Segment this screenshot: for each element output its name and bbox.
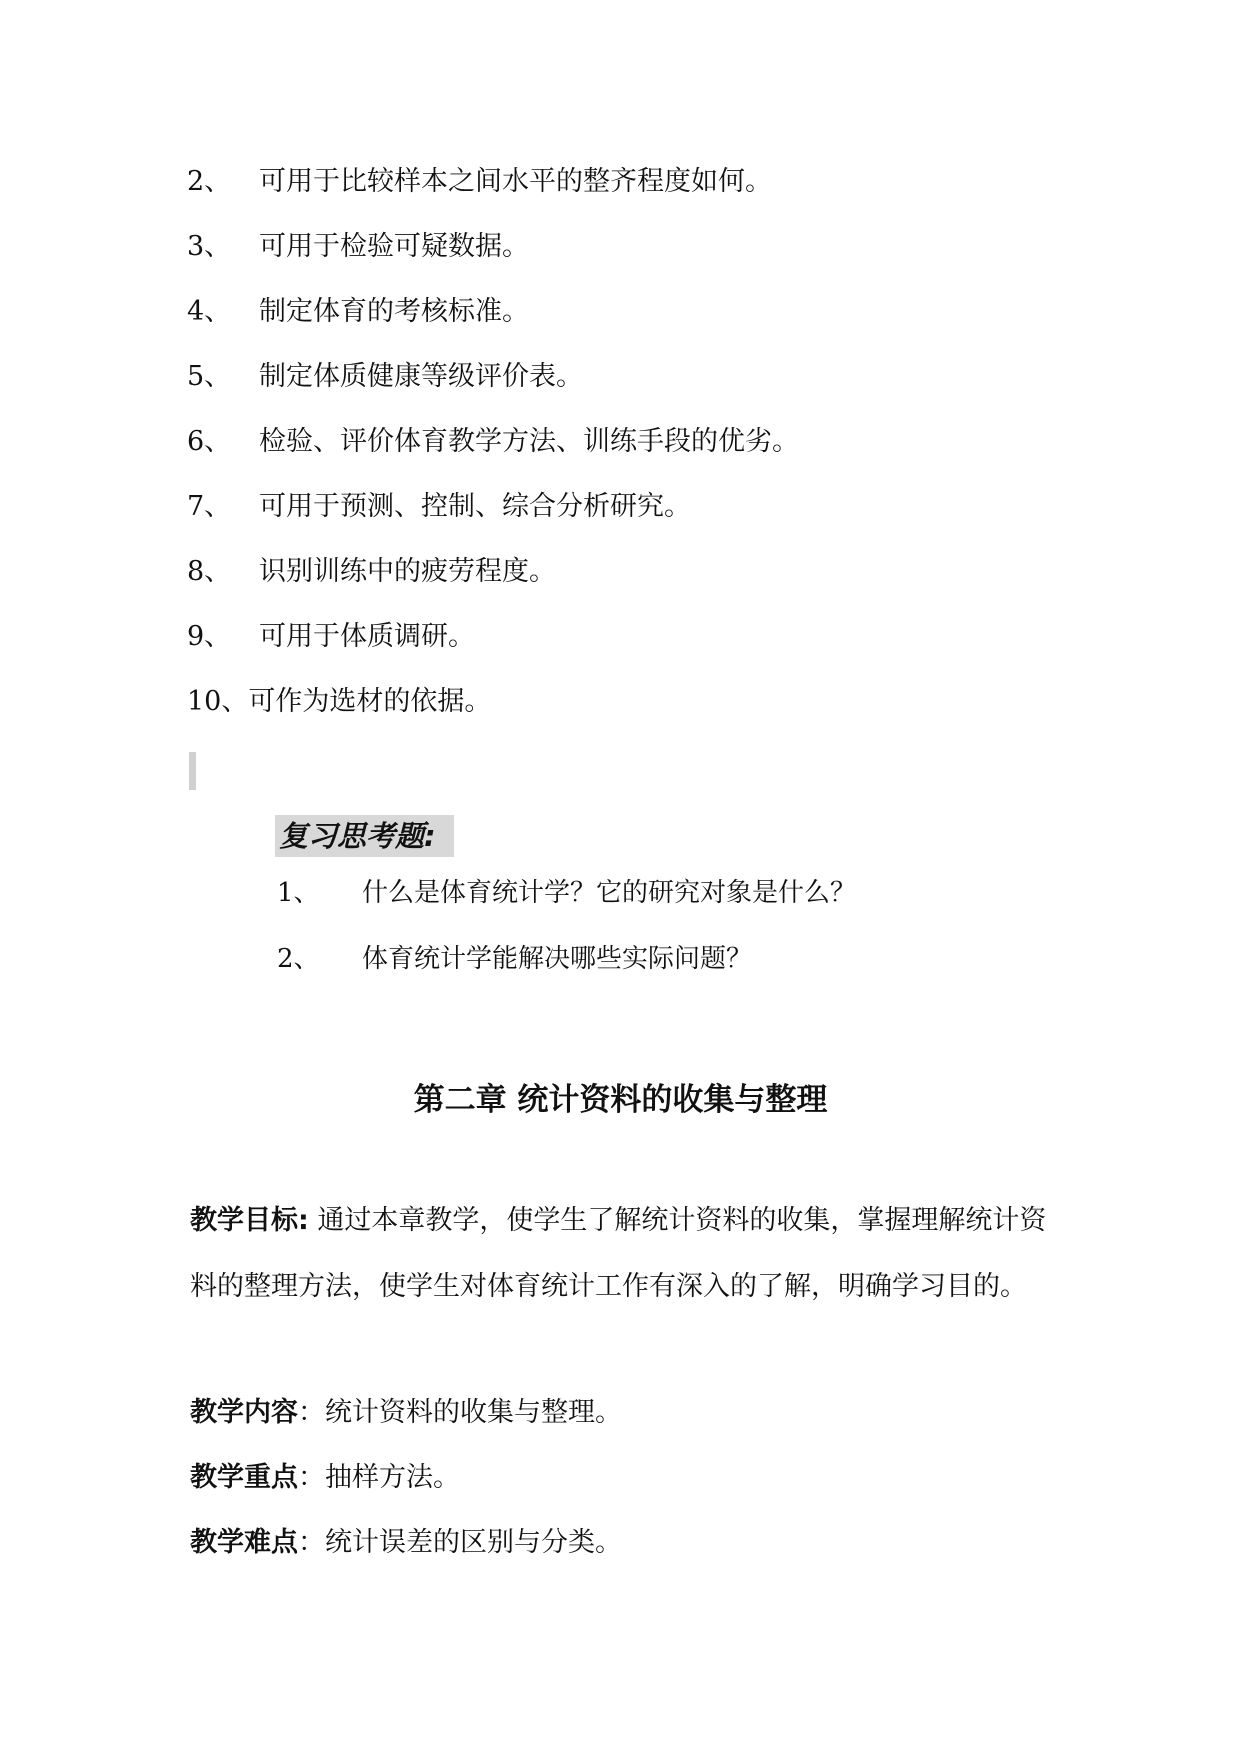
teaching-difficulty-label: 教学难点 xyxy=(190,1527,298,1558)
teaching-content xyxy=(190,1396,622,1430)
review-question xyxy=(277,942,752,976)
list-item-number: 3、 xyxy=(187,231,232,262)
list-item-text: 可用于体质调研。 xyxy=(259,621,475,652)
list-item xyxy=(187,295,529,329)
list-item xyxy=(187,425,799,459)
list-item-number: 9、 xyxy=(187,621,232,652)
list-item-text: 可作为选材的依据。 xyxy=(248,686,492,717)
list-item-text: 可用于预测、控制、综合分析研究。 xyxy=(259,491,691,522)
list-item-number: 2、 xyxy=(187,166,232,197)
list-item-number: 5、 xyxy=(187,361,232,392)
teaching-objective xyxy=(190,1188,1070,1320)
list-item-text: 检验、评价体育教学方法、训练手段的优劣。 xyxy=(259,426,799,457)
review-question-text: 什么是体育统计学？它的研究对象是什么？ xyxy=(362,878,857,908)
list-item-number: 6、 xyxy=(187,426,232,457)
teaching-objective-label: 教学目标: xyxy=(190,1205,309,1236)
list-item xyxy=(187,360,583,394)
text-cursor-marker xyxy=(189,752,196,790)
list-item-number: 8、 xyxy=(187,556,232,587)
list-item-number: 7、 xyxy=(187,491,232,522)
list-item xyxy=(187,490,691,524)
list-item-text: 制定体育的考核标准。 xyxy=(259,296,529,327)
review-question-number: 2、 xyxy=(277,944,320,974)
teaching-content-text: ：统计资料的收集与整理。 xyxy=(298,1397,622,1428)
list-item xyxy=(187,620,475,654)
review-question-text: 体育统计学能解决哪些实际问题？ xyxy=(362,944,753,974)
teaching-difficulty-text: ：统计误差的区别与分类。 xyxy=(298,1527,622,1558)
list-item-text: 制定体质健康等级评价表。 xyxy=(259,361,583,392)
teaching-objective-text: 通过本章教学，使学生了解统计资料的收集，掌握理解统计资料的整理方法，使学生对体育统计工作有深入的了解，明确学习目的。 xyxy=(190,1205,1047,1302)
teaching-key-point xyxy=(190,1461,460,1495)
review-questions-heading: 复习思考题: xyxy=(275,815,454,857)
list-item-number: 4、 xyxy=(187,296,232,327)
list-item-text: 识别训练中的疲劳程度。 xyxy=(259,556,556,587)
teaching-key-point-text: ：抽样方法。 xyxy=(298,1462,460,1493)
review-question xyxy=(277,876,856,910)
teaching-content-label: 教学内容 xyxy=(190,1397,298,1428)
chapter-title: 第二章 统计资料的收集与整理 xyxy=(413,1082,828,1118)
list-item-text: 可用于比较样本之间水平的整齐程度如何。 xyxy=(259,166,772,197)
list-item xyxy=(187,555,556,589)
teaching-key-point-label: 教学重点 xyxy=(190,1462,298,1493)
list-item xyxy=(187,230,529,264)
list-item-number: 10、 xyxy=(187,686,249,717)
list-item xyxy=(187,685,491,719)
list-item xyxy=(187,165,772,199)
review-question-number: 1、 xyxy=(277,878,320,908)
list-item-text: 可用于检验可疑数据。 xyxy=(259,231,529,262)
teaching-difficulty xyxy=(190,1526,622,1560)
